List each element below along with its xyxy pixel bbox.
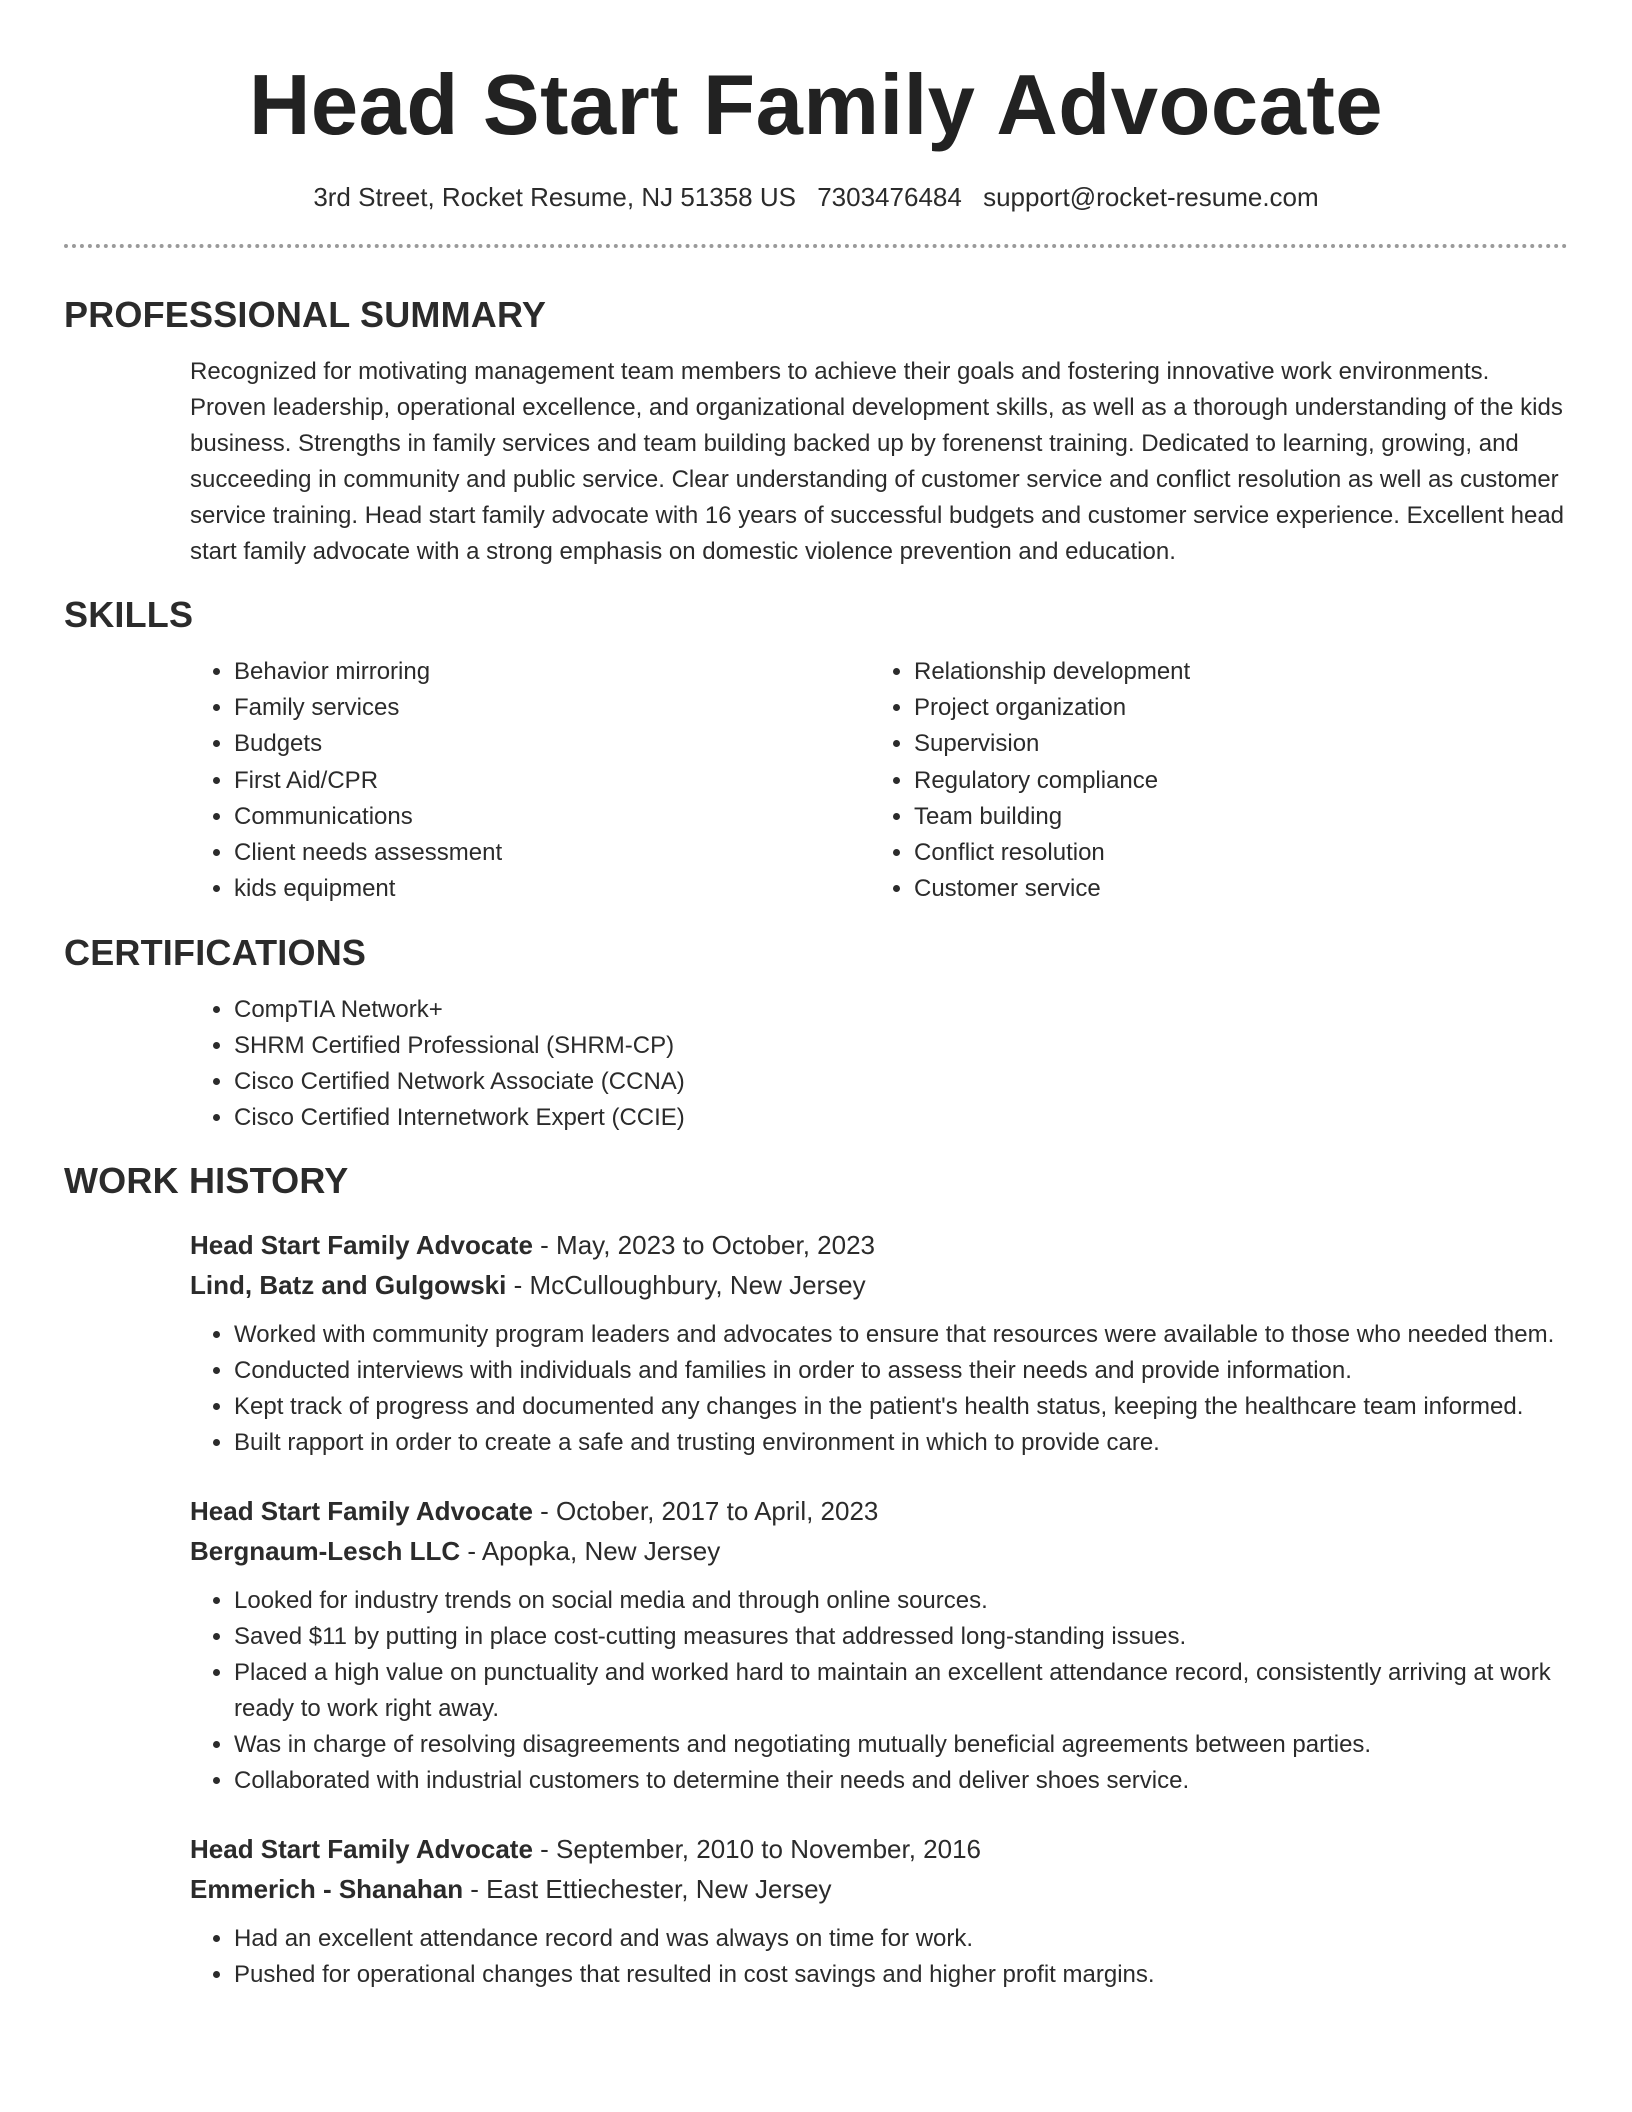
summary-heading: PROFESSIONAL SUMMARY (64, 294, 547, 335)
contact-address: 3rd Street, Rocket Resume, NJ 51358 US (313, 182, 796, 212)
skill-item: • Behavior mirroring (234, 654, 870, 690)
job-bullet: • Saved $11 by putting in place cost-cutting measures that addressed long-standing issues. (234, 1619, 1568, 1655)
job-bullet: • Worked with community program leaders and advocates to ensure that resources were available to those who needed them. (234, 1317, 1568, 1353)
job-bullet: • Was in charge of resolving disagreements and negotiating mutually beneficial agreements between parties. (234, 1727, 1568, 1763)
certification-item: • SHRM Certified Professional (SHRM-CP) (234, 1028, 1568, 1064)
certification-item: • Cisco Certified Network Associate (CCNA) (234, 1064, 1568, 1100)
skill-item: • Conflict resolution (914, 835, 1550, 871)
job-dates: - May, 2023 to October, 2023 (532, 1230, 875, 1261)
job-company-line (190, 1869, 1568, 1909)
skill-item: • Communications (234, 799, 870, 835)
job-location: - Apopka, New Jersey (460, 1536, 721, 1567)
summary-text: Recognized for motivating management team members to achieve their goals and fostering innovative work environments. Proven leadership, operational excellence, and organizational development skills, as well as a thorough understanding of the kids business. Strengths in family services and team building backed up by forenenst training. Dedicated to learning, growing, and succeeding in community and public service. Clear understanding of customer service and conflict resolution as well as customer service training. Head start family advocate with 16 years of successful budgets and customer service experience. Excellent head start family advocate with a strong emphasis on domestic violence prevention and education. (190, 358, 1565, 565)
skill-item: • Team building (914, 799, 1550, 835)
skill-item: • Relationship development (914, 654, 1550, 690)
job-company: Lind, Batz and Gulgowski (190, 1270, 507, 1301)
skill-item: • kids equipment (234, 871, 870, 907)
job-dates: - October, 2017 to April, 2023 (532, 1496, 879, 1527)
job-entry (190, 1829, 1568, 1993)
job-title-line (190, 1225, 1568, 1265)
job-title-line (190, 1829, 1568, 1869)
skills-column-left (190, 654, 870, 907)
job-company-line (190, 1265, 1568, 1305)
job-dates: - September, 2010 to November, 2016 (532, 1834, 981, 1865)
job-company: Emmerich - Shanahan (190, 1874, 464, 1905)
resume-page (64, 0, 1568, 1993)
job-company: Bergnaum-Lesch LLC (190, 1536, 461, 1567)
skill-item: • Customer service (914, 871, 1550, 907)
certifications-list (190, 992, 1568, 1136)
skill-item: • First Aid/CPR (234, 763, 870, 799)
job-bullet: • Kept track of progress and documented any changes in the patient's health status, keeping the healthcare team informed. (234, 1389, 1568, 1425)
job-bullet: • Pushed for operational changes that resulted in cost savings and higher profit margins. (234, 1957, 1568, 1993)
skill-item: • Project organization (914, 690, 1550, 726)
certifications-heading: CERTIFICATIONS (64, 932, 367, 974)
job-entry (190, 1225, 1568, 1461)
job-title: Head Start Family Advocate (190, 1834, 533, 1865)
skill-item: • Supervision (914, 726, 1550, 762)
job-title: Head Start Family Advocate (190, 1496, 533, 1527)
job-title-line (190, 1491, 1568, 1531)
contact-line (64, 180, 1568, 214)
skills-column-right (870, 654, 1550, 907)
job-bullet: • Looked for industry trends on social media and through online sources. (234, 1583, 1568, 1619)
job-location: - East Ettiechester, New Jersey (463, 1874, 832, 1905)
candidate-name: Head Start Family Advocate (248, 58, 1384, 153)
skill-item: • Family services (234, 690, 870, 726)
header-divider (64, 244, 1568, 248)
skills-columns (190, 654, 1568, 907)
certification-item: • Cisco Certified Internetwork Expert (CCIE) (234, 1100, 1568, 1136)
job-title: Head Start Family Advocate (190, 1230, 533, 1261)
skill-item: • Regulatory compliance (914, 763, 1550, 799)
job-bullet: • Had an excellent attendance record and was always on time for work. (234, 1921, 1568, 1957)
job-location: - McCulloughbury, New Jersey (506, 1270, 866, 1301)
skills-heading: SKILLS (64, 594, 194, 635)
job-entry (190, 1491, 1568, 1799)
job-company-line (190, 1531, 1568, 1571)
job-bullet: • Conducted interviews with individuals and families in order to assess their needs and provide information. (234, 1353, 1568, 1389)
skill-item: • Budgets (234, 726, 870, 762)
contact-phone: 7303476484 (817, 182, 962, 212)
certification-item: • CompTIA Network+ (234, 992, 1568, 1028)
job-bullet: • Collaborated with industrial customers to determine their needs and deliver shoes service. (234, 1763, 1568, 1799)
contact-email: support@rocket-resume.com (983, 182, 1319, 212)
job-bullet: • Built rapport in order to create a safe and trusting environment in which to provide care. (234, 1425, 1568, 1461)
skill-item: • Client needs assessment (234, 835, 870, 871)
work-history-heading: WORK HISTORY (64, 1160, 349, 1202)
job-bullet: • Placed a high value on punctuality and worked hard to maintain an excellent attendance record, consistently arriving at work ready to work right away. (234, 1655, 1568, 1727)
